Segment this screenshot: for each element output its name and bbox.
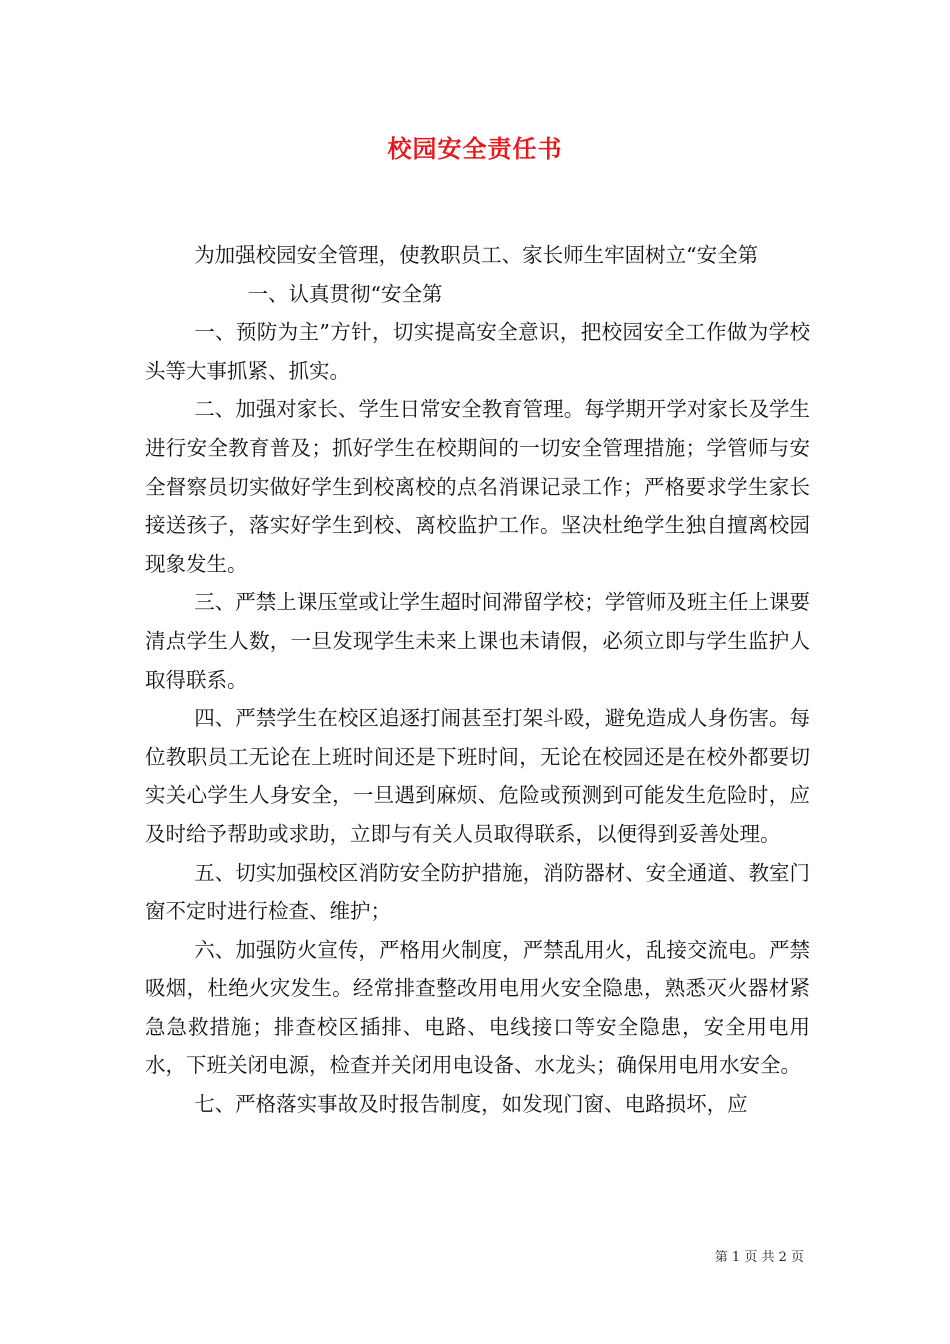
paragraph-item-6: 六、加强防火宣传，严格用火制度，严禁乱用火，乱接交流电。严禁吸烟，杜绝火灾发生。经常排查整改用电用火安全隐患，熟悉灭火器材紧急急救措施；排查校区插排、电路、电线接口等安全隐患，安全用电用水，下班关闭电源，检查并关闭用电设备、水龙头；确保用电用水安全。 (145, 937, 810, 1078)
paragraph-item-3: 三、严禁上课压堂或让学生超时间滞留学校；学管师及班主任上课要清点学生人数，一旦发现学生未来上课也未请假，必须立即与学生监护人取得联系。 (145, 590, 810, 692)
document-body (145, 236, 810, 1124)
paragraph-item-4: 四、严禁学生在校区追逐打闹甚至打架斗殴，避免造成人身伤害。每位教职员工无论在上班时间还是下班时间，无论在校园还是在校外都要切实关心学生人身安全，一旦遇到麻烦、危险或预测到可能发生危险时，应及时给予帮助或求助，立即与有关人员取得联系，以便得到妥善处理。 (145, 706, 810, 846)
page-number: 第 1 页 共 2 页 (714, 1250, 804, 1265)
paragraph-heading-1: 一、认真贯彻“安全第 (247, 281, 443, 306)
paragraph-item-1: 一、预防为主”方针，切实提高安全意识，把校园安全工作做为学校头等大事抓紧、抓实。 (145, 320, 810, 383)
paragraph-intro: 为加强校园安全管理，使教职员工、家长师生牢固树立“安全第 (194, 243, 759, 267)
paragraph-item-2: 二、加强对家长、学生日常安全教育管理。每学期开学对家长及学生进行安全教育普及；抓好学生在校期间的一切安全管理措施；学管师与安全督察员切实做好学生到校离校的点名消课记录工作；严格要求学生家长接送孩子，落实好学生到校、离校监护工作。坚决杜绝学生独自擅离校园现象发生。 (145, 397, 810, 576)
document-title: 校园安全责任书 (387, 134, 563, 163)
paragraph-item-5: 五、切实加强校区消防安全防护措施，消防器材、安全通道、教室门窗不定时进行检查、维护； (145, 860, 810, 924)
paragraph-item-7: 七、严格落实事故及时报告制度，如发现门窗、电路损坏，应 (194, 1092, 748, 1117)
